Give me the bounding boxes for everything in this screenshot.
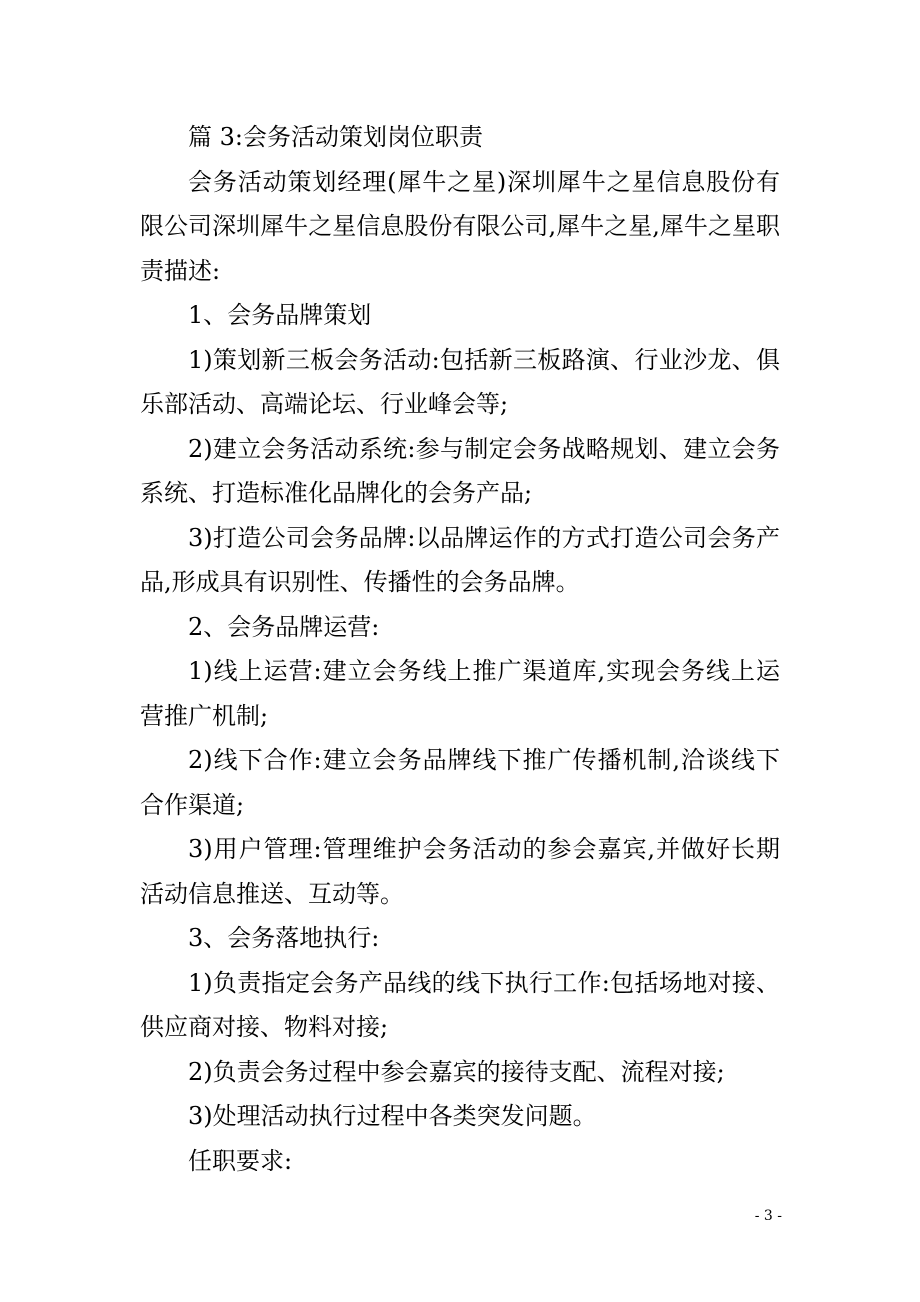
duty-item: 2)建立会务活动系统:参与制定会务战略规划、建立会务系统、打造标准化品牌化的会务产品; [140,434,780,507]
duty-item: 1)线上运营:建立会务线上推广渠道库,实现会务线上运营推广机制; [140,657,780,730]
duty-item: 3)处理活动执行过程中各类突发问题。 [188,1102,597,1130]
subheading-brand-operation: 2、会务品牌运营: [188,612,380,641]
page-number: - 3 - [754,1208,782,1224]
section-heading: 篇 3:会务活动策划岗位职责 [188,123,483,151]
job-title-paragraph: 会务活动策划经理(犀牛之星)深圳犀牛之星信息股份有限公司深圳犀牛之星信息股份有限公司,犀牛之星,犀牛之星职责描述: [140,167,780,285]
subheading-execution: 3、会务落地执行: [188,924,380,952]
duty-item: 3)用户管理:管理维护会务活动的参会嘉宾,并做好长期活动信息推送、互动等。 [140,835,780,908]
duty-item: 1)负责指定会务产品线的线下执行工作:包括场地对接、供应商对接、物料对接; [140,968,780,1041]
duty-item: 1)策划新三板会务活动:包括新三板路演、行业沙龙、俱乐部活动、高端论坛、行业峰会等; [140,345,780,418]
duty-item: 2)负责会务过程中参会嘉宾的接待支配、流程对接; [188,1057,725,1086]
subheading-requirements: 任职要求: [188,1146,293,1175]
duty-item: 2)线下合作:建立会务品牌线下推广传播机制,洽谈线下合作渠道; [140,746,780,819]
duty-item: 3)打造公司会务品牌:以品牌运作的方式打造公司会务产品,形成具有识别性、传播性的会务品牌。 [140,523,780,596]
document-body [140,115,780,1183]
subheading-brand-planning: 1、会务品牌策划 [188,301,372,329]
